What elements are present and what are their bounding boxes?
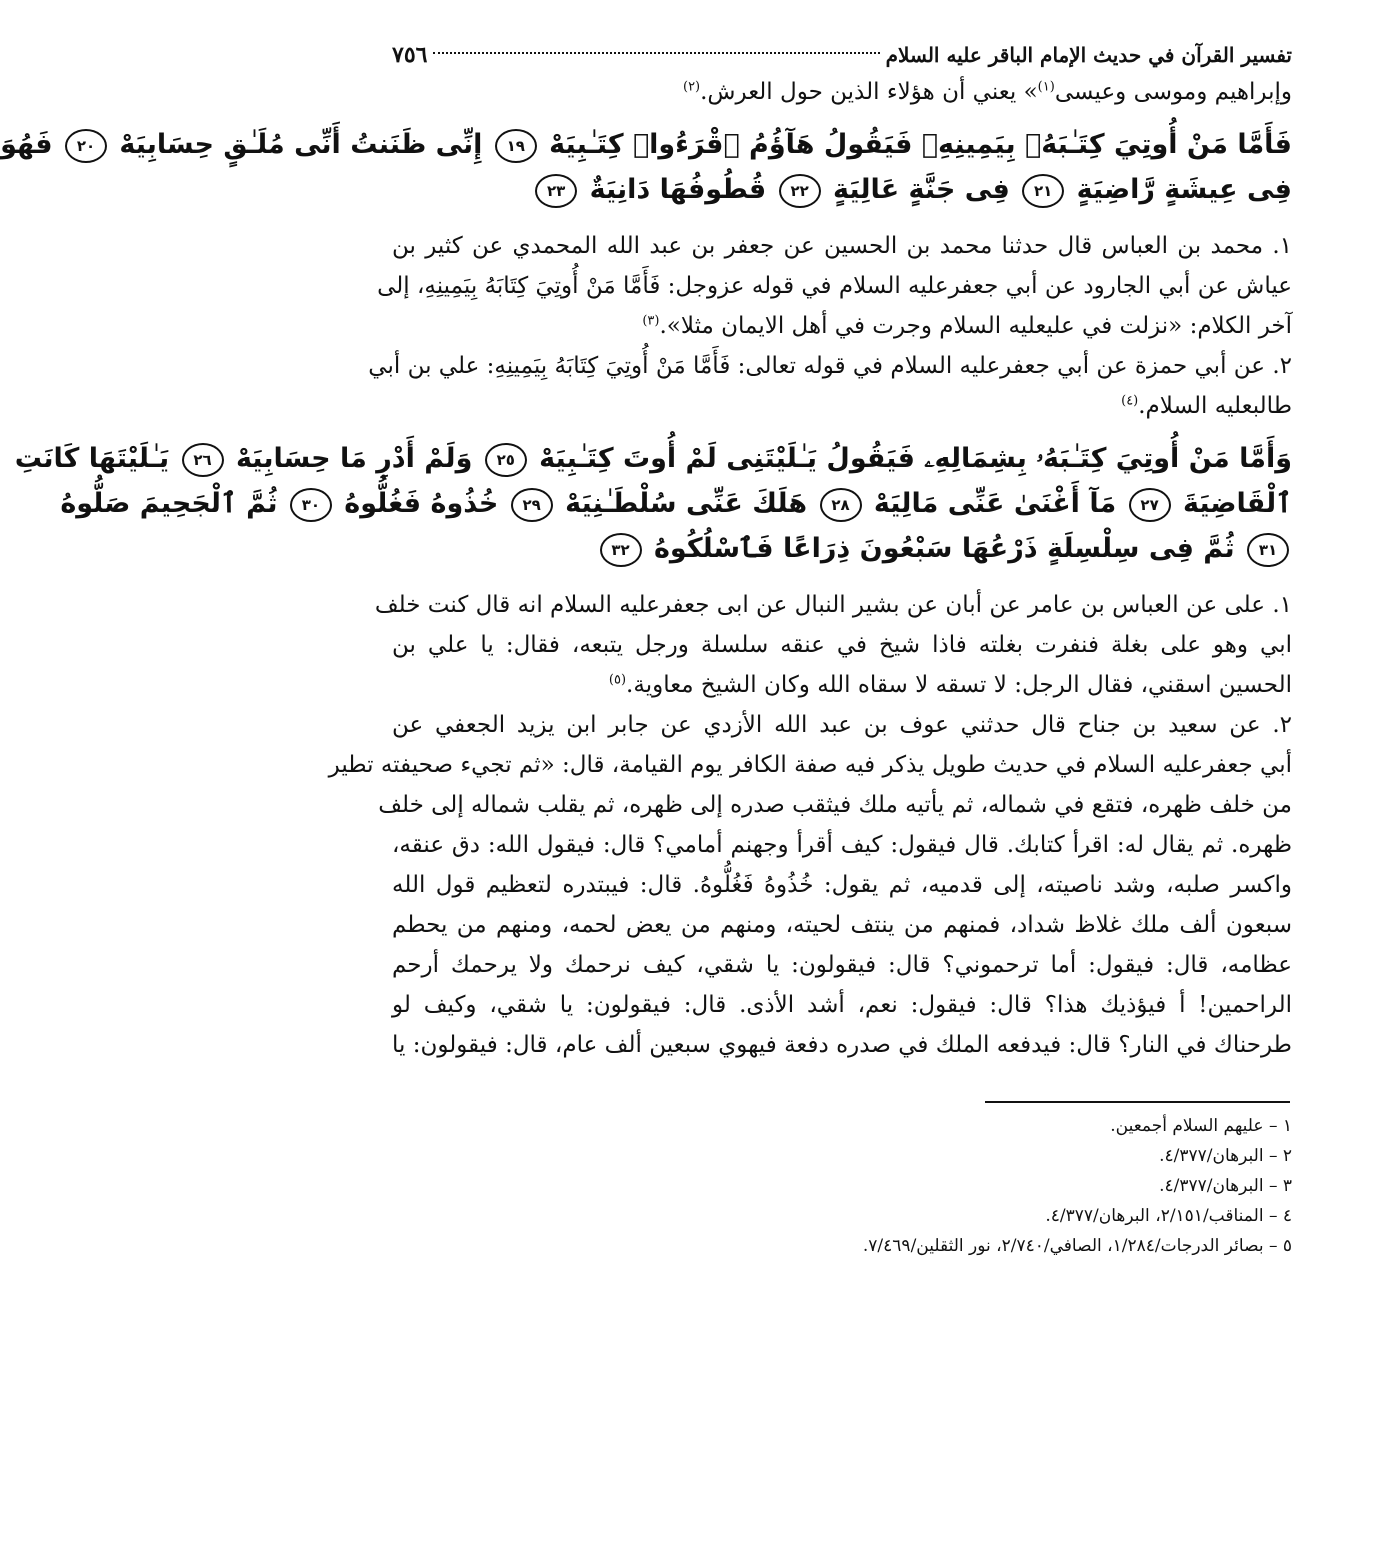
verse-text: مَآ أَغْنَىٰ عَنِّى مَالِيَهْ <box>873 488 1117 519</box>
page-header <box>392 38 1292 72</box>
footnote-ref-4: (٤) <box>1121 393 1139 409</box>
footnote-item: ٥ – بصائر الدرجات/١/٢٨٤، الصافي/٢/٧٤٠، نور الثقلين/٧/٤٦٩. <box>862 1236 1292 1256</box>
running-title: تفسير القرآن في حديث الإمام الباقر عليه السلام <box>885 43 1292 67</box>
footnote-ref-2: (٢) <box>682 79 701 95</box>
footnote-ref-1: (١) <box>1037 79 1055 95</box>
text-line-body: طالبعليه السلام. <box>1138 393 1292 419</box>
verse-text: قُطُوفُهَا دَانِيَةٌ <box>589 174 767 205</box>
verse-text: خُذُوهُ فَغُلُّوهُ <box>344 488 499 519</box>
header-dot-leader <box>433 52 879 54</box>
verse-number-marker: ٢٩ <box>511 488 553 522</box>
verse-number-marker: ٣٠ <box>290 488 332 522</box>
text-line: الراحمين! أ فيؤذيك هذا؟ قال: فيقول: نعم، أشد الأذى. قال: فيقولون: يا شقي، وكيف لو <box>392 992 1292 1018</box>
verse-text: ثُمَّ فِى سِلْسِلَةٍ ذَرْعُهَا سَبْعُونَ ذِرَاعًا فَٱسْلُكُوهُ <box>653 533 1235 564</box>
hadith-2 <box>368 346 1292 426</box>
text-line <box>392 665 1292 705</box>
text-line: ١. محمد بن العباس قال حدثنا محمد بن الحسين عن جعفر بن عبد الله المحمدي عن كثير بن <box>392 233 1292 259</box>
text-line <box>392 386 1292 426</box>
text-line-body: الحسين اسقني، فقال الرجل: لا تسقه لا سقاه الله وكان الشيخ معاوية. <box>626 672 1292 698</box>
hadith-4 <box>328 705 1292 1065</box>
verse-line <box>0 122 1292 167</box>
quran-verses-block-1 <box>0 122 1292 212</box>
verse-number-marker: ٣١ <box>1247 533 1289 567</box>
verse-text: إِنِّى ظَنَنتُ أَنِّى مُلَـٰقٍ حِسَابِيَهْ <box>119 129 483 160</box>
text-line: عياش عن أبي الجارود عن أبي جعفرعليه السلام في قوله عزوجل: فَأَمَّا مَنْ أُوتِيَ كِتَابَهُ بِيَمِينِهِ، إلى <box>377 273 1292 299</box>
verse-line <box>14 436 1292 481</box>
footnote-ref-5: (٥) <box>608 672 627 688</box>
verse-line <box>392 526 1292 571</box>
text-line: ابي وهو على بغلة فنفرت بغلته فاذا شيخ في عنقه سلسلة ورجل يتبعه، فقال: يا علي بن <box>392 632 1292 658</box>
text-line: أبي جعفرعليه السلام في حديث طويل يذكر فيه صفة الكافر يوم القيامة، قال: «ثم تجيء صحيفته تطير <box>328 752 1292 778</box>
verse-line <box>392 167 1292 212</box>
text-line: واكسر صلبه، وشد ناصيته، إلى قدميه، ثم يقول: خُذُوهُ فَغُلُّوهُ. قال: فيبتدره لتعظيم قول الله <box>392 872 1292 898</box>
verse-text: فِى عِيشَةٍ رَّاضِيَةٍ <box>1076 174 1292 205</box>
text-line: ١. على عن العباس بن عامر عن أبان عن بشير النبال عن ابى جعفرعليه السلام انه قال كنت خلف <box>374 592 1292 618</box>
verse-number-marker: ٣٢ <box>600 533 642 567</box>
footnote-item: ٤ – المناقب/٢/١٥١، البرهان/٤/٣٧٧. <box>1045 1206 1292 1226</box>
verse-text: فَأَمَّا مَنْ أُوتِيَ كِتَـٰبَهُۥ بِيَمِينِهِۦ فَيَقُولُ هَآؤُمُ ٱقْرَءُوا۟ كِتَـٰبِيَهْ <box>549 129 1292 160</box>
verse-text: ٱلْقَاضِيَةَ <box>1182 488 1292 519</box>
verse-text: ثُمَّ ٱلْجَحِيمَ صَلُّوهُ <box>60 488 278 519</box>
verse-number-marker: ٢٢ <box>779 174 821 208</box>
page-number: ٧٥٦ <box>392 42 428 68</box>
verse-number-marker: ٢٠ <box>65 129 107 163</box>
text-line: ٢. عن أبي حمزة عن أبي جعفرعليه السلام في قوله تعالى: فَأَمَّا مَنْ أُوتِيَ كِتَابَهُ بِيَمِينِهِ: علي بن أبي <box>368 353 1292 379</box>
verse-number-marker: ٢٣ <box>535 174 577 208</box>
verse-number-marker: ٢٥ <box>485 443 527 477</box>
verse-number-marker: ١٩ <box>495 129 537 163</box>
text-line: من خلف ظهره، فتقع في شماله، ثم يأتيه ملك فيثقب صدره إلى ظهره، ثم يقلب شماله إلى خلف <box>378 792 1292 818</box>
verse-number-marker: ٢٨ <box>820 488 862 522</box>
intro-line <box>392 72 1292 112</box>
text-line-body: آخر الكلام: «نزلت في عليعليه السلام وجرت في أهل الايمان مثلا». <box>659 313 1292 339</box>
verse-number-marker: ٢٧ <box>1129 488 1171 522</box>
verse-line <box>60 481 1292 526</box>
verse-text: وَلَمْ أَدْرِ مَا حِسَابِيَهْ <box>235 443 473 474</box>
verse-text: يَـٰلَيْتَهَا كَانَتِ <box>14 443 170 474</box>
text-line: طرحناك في النار؟ قال: فيدفعه الملك في صدره دفعة فيهوي سبعين ألف عام، قال: فيقولون: يا <box>392 1032 1292 1058</box>
footnote-item: ٣ – البرهان/٤/٣٧٧. <box>1159 1176 1292 1196</box>
text-line: سبعون ألف ملك غلاظ شداد، فمنهم من ينتف لحيته، ومنهم من يعض لحمه، ومنهم من يحطم <box>392 912 1292 938</box>
footnote-ref-3: (٣) <box>642 313 660 329</box>
hadith-3 <box>374 585 1292 705</box>
footnote-item: ٢ – البرهان/٤/٣٧٧. <box>1159 1146 1292 1166</box>
verse-number-marker: ٢٦ <box>182 443 224 477</box>
footnote-item: ١ – عليهم السلام أجمعين. <box>1110 1116 1292 1136</box>
book-page <box>0 38 1292 1526</box>
quran-verses-block-2 <box>14 436 1292 571</box>
footnotes <box>392 1111 1292 1261</box>
verse-text: فِى جَنَّةٍ عَالِيَةٍ <box>833 174 1010 205</box>
intro-text-2: » يعني أن هؤلاء الذين حول العرش. <box>700 79 1038 105</box>
text-line: ظهره. ثم يقال له: اقرأ كتابك. قال فيقول: كيف أقرأ وجهنم أمامي؟ قال: فيقول الله: دق عنقه، <box>392 832 1292 858</box>
text-line: عظامه، قال: فيقول: أما ترحموني؟ قال: فيقولون: يا شقي، كيف نرحمك ولا يرحمك أرحم <box>392 952 1292 978</box>
verse-text: هَلَكَ عَنِّى سُلْطَـٰنِيَهْ <box>565 488 808 519</box>
verse-text: وَأَمَّا مَنْ أُوتِيَ كِتَـٰبَهُۥ بِشِمَالِهِۦ فَيَقُولُ يَـٰلَيْتَنِى لَمْ أُوتَ كِتَـٰبِيَهْ <box>539 443 1292 474</box>
text-line: ٢. عن سعيد بن جناح قال حدثني عوف بن عبد الله الأزدي عن جابر ابن يزيد الجعفي عن <box>392 712 1292 738</box>
footnote-divider <box>985 1101 1290 1103</box>
verse-text: فَهُوَ <box>0 129 53 160</box>
hadith-1 <box>377 226 1292 346</box>
verse-number-marker: ٢١ <box>1022 174 1064 208</box>
intro-text: وإبراهيم وموسى وعيسى <box>1054 79 1292 105</box>
text-line <box>392 306 1292 346</box>
